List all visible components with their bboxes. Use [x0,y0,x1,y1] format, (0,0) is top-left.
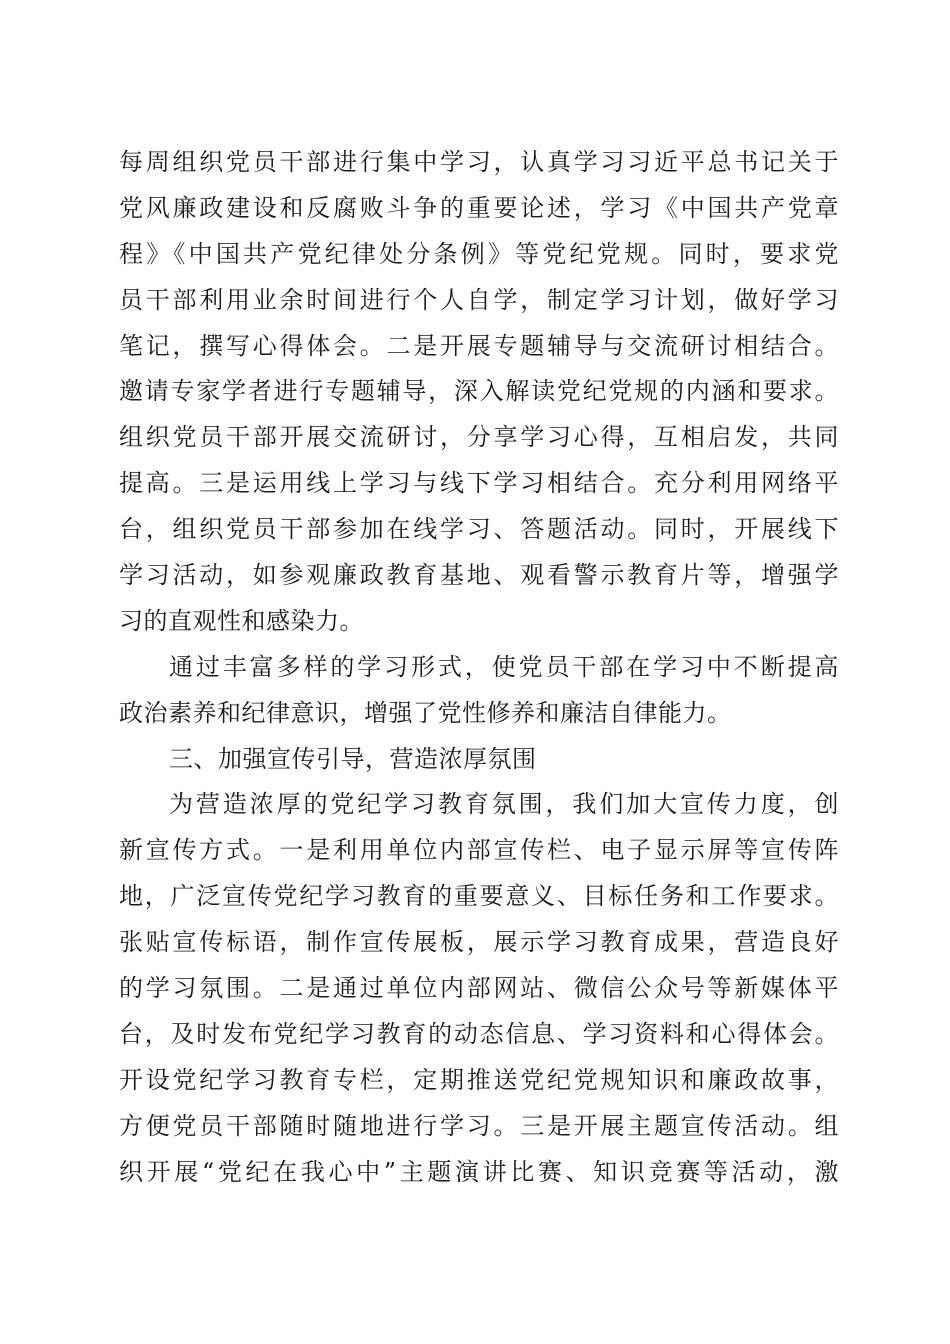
text-line: 台，及时发布党纪学习教育的动态信息、学习资料和心得体会。 [119,1019,839,1048]
text-line: 新宣传方式。一是利用单位内部宣传栏、电子显示屏等宣传阵 [119,836,839,865]
text-line: 张贴宣传标语，制作宣传展板，展示学习教育成果，营造良好 [119,928,839,957]
text-line: 每周组织党员干部进行集中学习，认真学习习近平总书记关于 [119,148,839,176]
text-line: 党风廉政建设和反腐败斗争的重要论述，学习《中国共产党章 [119,193,839,222]
text-line: 的学习氛围。二是通过单位内部网站、微信公众号等新媒体平 [119,974,839,1003]
text-line: 笔记，撰写心得体会。二是开展专题辅导与交流研讨相结合。 [119,331,839,360]
text-line: 台，组织党员干部参加在线学习、答题活动。同时，开展线下 [119,515,839,544]
text-line: 提高。三是运用线上学习与线下学习相结合。充分利用网络平 [119,469,839,498]
text-line: 地，广泛宣传党纪学习教育的重要意义、目标任务和工作要求。 [119,882,839,911]
text-line: 织开展“党纪在我心中”主题演讲比赛、知识竞赛等活动，激 [119,1157,839,1186]
section-heading: 三、加强宣传引导，营造浓厚氛围 [169,744,537,773]
text-line: 组织党员干部开展交流研讨，分享学习心得，互相启发，共同 [119,423,839,452]
text-line: 政治素养和纪律意识，增强了党性修养和廉洁自律能力。 [119,698,732,727]
text-line: 员干部利用业余时间进行个人自学，制定学习计划，做好学习 [119,285,839,314]
text-line: 程》《中国共产党纪律处分条例》等党纪党规。同时，要求党 [119,239,839,268]
text-line: 习的直观性和感染力。 [119,606,364,635]
paragraph-first-line: 通过丰富多样的学习形式，使党员干部在学习中不断提高 [169,652,839,681]
text-line: 开设党纪学习教育专栏，定期推送党纪党规知识和廉政故事， [119,1065,839,1094]
text-line: 学习活动，如参观廉政教育基地、观看警示教育片等，增强学 [119,561,839,590]
text-line: 邀请专家学者进行专题辅导，深入解读党纪党规的内涵和要求。 [119,377,839,406]
document-body [119,140,839,1195]
paragraph-first-line: 为营造浓厚的党纪学习教育氛围，我们加大宣传力度，创 [169,790,839,819]
text-line: 方便党员干部随时随地进行学习。三是开展主题宣传活动。组 [119,1111,839,1140]
